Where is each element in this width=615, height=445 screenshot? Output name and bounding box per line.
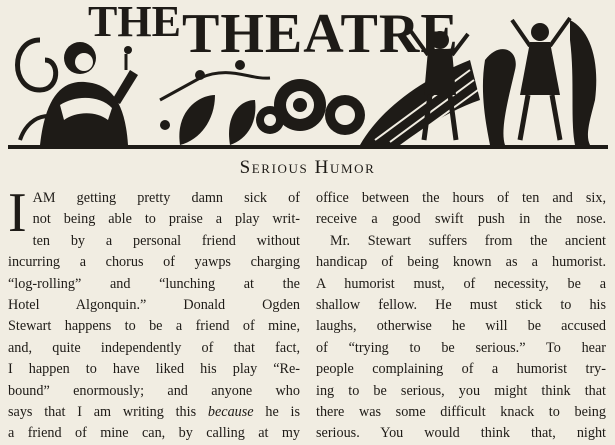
text-line: receive a good swift push in the nose. bbox=[316, 211, 606, 228]
text-line: office between the hours of ten and six, bbox=[316, 190, 606, 206]
text-line: handicap of being known as a humorist. bbox=[316, 254, 606, 271]
text-line: A humorist must, of necessity, be a bbox=[316, 275, 606, 292]
emphasis-because: because bbox=[207, 404, 254, 421]
text-line bbox=[8, 402, 300, 423]
masthead-the: THE bbox=[88, 0, 181, 46]
text-fragment: says that I am writing this bbox=[8, 404, 208, 421]
text-line: laughs, otherwise he will be accused bbox=[316, 318, 606, 335]
text-fragment: he is bbox=[253, 404, 300, 421]
text-line: “log-rolling” and “lunching at the bbox=[8, 275, 300, 292]
text-line: shallow fellow. He must stick to his bbox=[316, 297, 606, 314]
drop-cap: I bbox=[8, 182, 27, 244]
text-line: there was some difficult knack to being bbox=[316, 404, 606, 421]
text-line: a friend of mine can, by calling at my bbox=[8, 425, 300, 442]
theatre-banner-illustration bbox=[0, 0, 615, 152]
text-line: bound” enormously; and anyone who bbox=[8, 382, 300, 399]
text-line: of “trying to be serious.” To hear bbox=[316, 339, 606, 356]
text-line: serious. You would think that, night bbox=[316, 425, 606, 442]
text-line: people complaining of a humorist try- bbox=[316, 361, 606, 378]
jester-figure bbox=[40, 42, 138, 145]
text-line: Stewart happens to be a friend of mine, bbox=[8, 318, 300, 335]
text-line: Mr. Stewart suffers from the ancient bbox=[330, 232, 606, 249]
text-line: and, quite independently of that fact, bbox=[8, 339, 300, 356]
text-line: Hotel Algonquin.” Donald Ogden bbox=[8, 297, 300, 314]
article-heading: Serious Humor bbox=[239, 157, 376, 178]
text-line: AM getting pretty damn sick of bbox=[32, 190, 300, 206]
masthead-title: THEATRE bbox=[182, 3, 459, 65]
article-column-right bbox=[316, 188, 606, 445]
text-line: not being able to praise a play writ- bbox=[32, 211, 300, 228]
article-column-left bbox=[8, 182, 300, 445]
text-line: ing to be serious, you might think that bbox=[316, 382, 606, 399]
text-line: ten by a personal friend without bbox=[32, 232, 300, 249]
text-line: incurring a chorus of yawps charging bbox=[8, 254, 300, 271]
text-line: I happen to have liked his play “Re- bbox=[8, 361, 300, 378]
